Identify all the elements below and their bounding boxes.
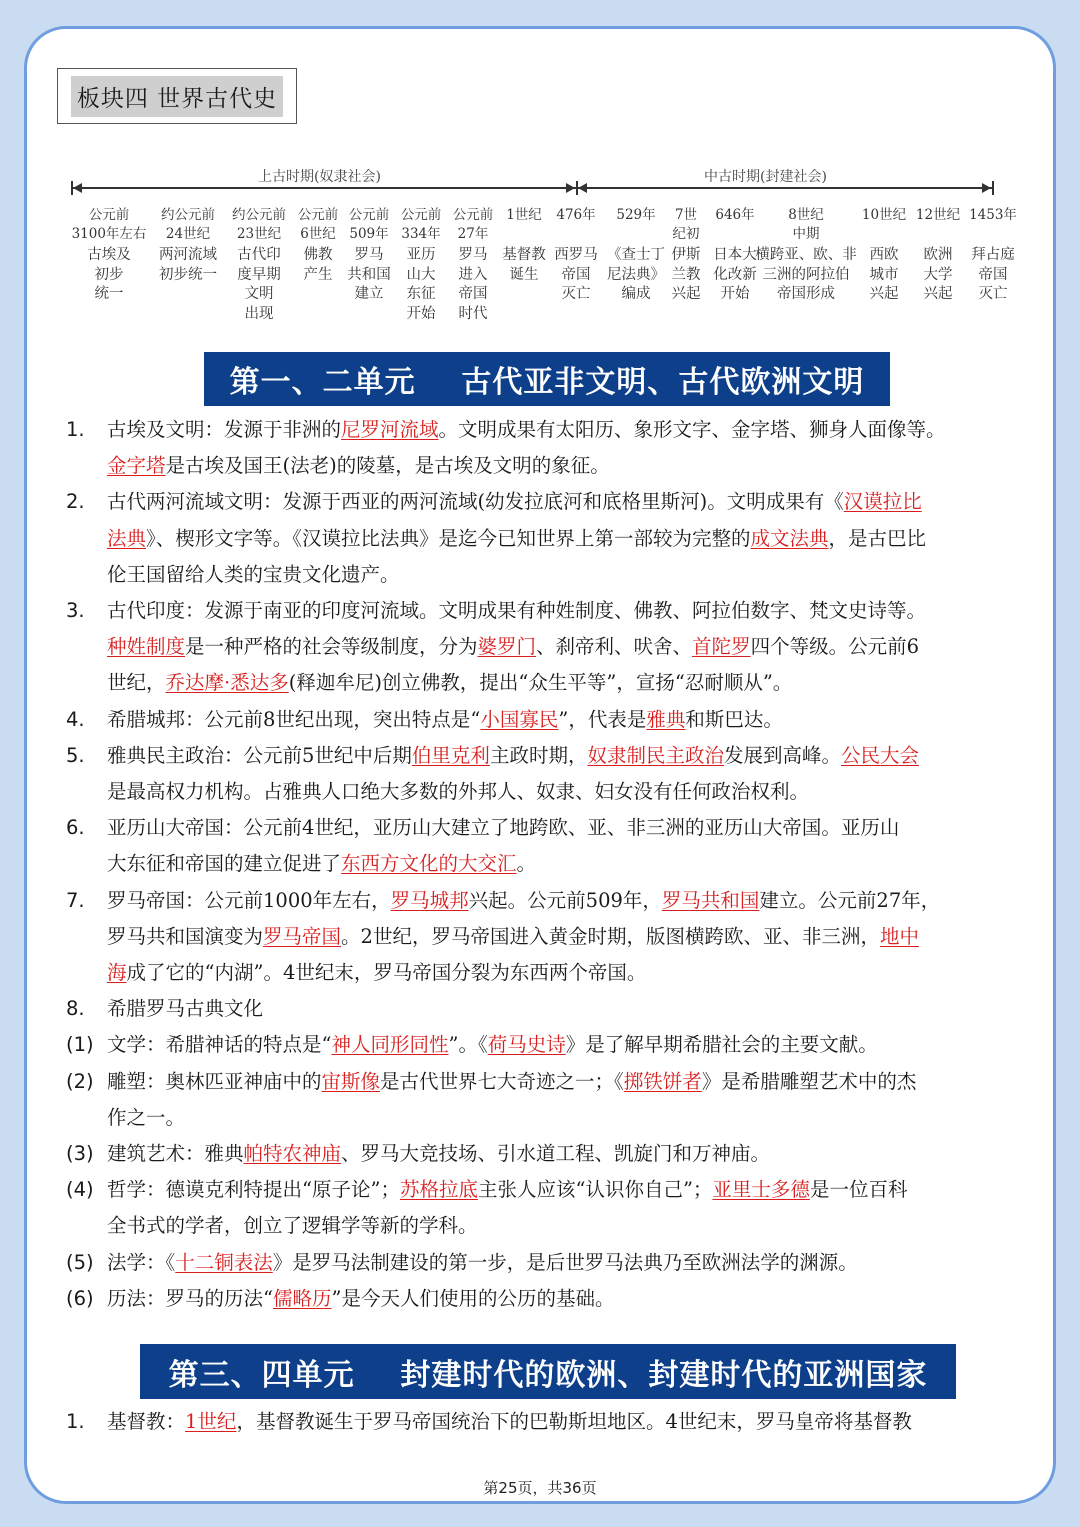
key-term: 小国寡民 [480, 707, 559, 731]
paragraph-line [107, 743, 919, 769]
key-term: 亚里士多德 [712, 1178, 810, 1202]
text-run: 亚历山大帝国：公元前4世纪，亚历山大建立了地跨欧、亚、非三洲的亚历山大帝国。亚历山 [107, 816, 900, 840]
key-term: 宙斯像 [321, 1069, 381, 1093]
paragraph-line [107, 453, 610, 479]
timeline-axis [72, 187, 992, 189]
text-run: 作之一。 [107, 1105, 186, 1129]
text-run: 。文明成果有太阳历、象形文字、金字塔、狮身人面像等。 [438, 418, 946, 441]
timeline-date-line2: 3100年左右 [71, 226, 147, 242]
timeline-event-line: 诞生 [509, 266, 539, 283]
timeline-event-line: 灭亡 [561, 286, 591, 302]
timeline-period-ancient: 上古时期(奴隶社会) [258, 169, 381, 185]
text-run: 。2世纪，罗马帝国进入黄金时期，版图横跨欧、亚、非三洲， [341, 924, 880, 948]
text-run: 》、楔形文字等。《汉谟拉比法典》是迄今已知世界上第一部较为完整的 [146, 526, 751, 550]
item-number: 7. [66, 888, 85, 912]
text-run: 伦王国留给人类的宝贵文化遗产。 [107, 562, 400, 586]
timeline-event-line: 帝国 [458, 286, 488, 302]
timeline-event-line: 《查士丁 [607, 247, 665, 263]
key-term: 地中 [879, 924, 919, 948]
paragraph-line [107, 1141, 770, 1167]
timeline-date-line1: 公元前 [400, 207, 442, 223]
timeline-event-line: 开始 [406, 305, 436, 322]
timeline-date-line2: 纪初 [672, 226, 700, 242]
text-run: 是最高权力机构。占雅典人口绝大多数的外邦人、奴隶、妇女没有任何政治权利。 [107, 780, 810, 803]
timeline-event-line: 编成 [621, 286, 651, 302]
timeline-event-line: 灭亡 [978, 286, 1008, 302]
item-number: (6) [66, 1286, 94, 1310]
timeline-date-line1: 8世纪 [788, 207, 824, 223]
timeline-date-line1: 646年 [715, 207, 755, 223]
text-run: 发展到高峰。 [723, 743, 841, 767]
timeline-event [71, 246, 147, 305]
timeline-event-line: 古代印 [237, 247, 281, 263]
timeline-event-line: 统一 [94, 286, 124, 302]
key-term: 公民大会 [840, 743, 919, 767]
timeline-date [948, 206, 1038, 225]
key-term: 神人同形同性 [331, 1033, 449, 1057]
section-banner-units-3-4: 第三、四单元 封建时代的欧洲、封建时代的亚洲国家 [140, 1344, 956, 1399]
timeline-event-line: 进入 [458, 266, 488, 283]
paragraph-line [107, 489, 922, 515]
timeline-event-line: 化改新 [713, 266, 757, 283]
key-term: 金字塔 [107, 454, 166, 478]
paragraph-line [107, 1250, 858, 1276]
text-run: ，基督教诞生于罗马帝国统治下的巴勒斯坦地区。4世纪末，罗马皇帝将基督教 [236, 1410, 912, 1433]
timeline-event-line: 文明 [244, 286, 274, 302]
timeline-event-line: 产生 [303, 266, 333, 283]
text-run: 、刹帝利、吠舍、 [536, 635, 693, 659]
timeline-date [761, 206, 851, 244]
text-run: 基督教： [107, 1410, 186, 1433]
key-term: 汉谟拉比 [843, 490, 922, 514]
arrow-right-icon [982, 183, 991, 193]
text-run: 历法：罗马的历法“ [107, 1286, 273, 1310]
timeline-date-line2: 23世纪 [236, 226, 282, 242]
timeline-event-line: 三洲的阿拉伯 [762, 266, 850, 283]
timeline-event-line: 城市 [869, 266, 899, 283]
timeline-event-line: 尼法典》 [607, 266, 665, 283]
item-number: (1) [66, 1033, 94, 1057]
text-run: 》是罗马法制建设的第一步，是后世罗马法典乃至欧洲法学的渊源。 [272, 1250, 858, 1274]
arrow-left-icon [73, 183, 82, 193]
timeline-event-line: 山大 [406, 266, 436, 283]
text-run: 古代印度：发源于南亚的印度河流域。文明成果有种姓制度、佛教、阿拉伯数字、梵文史诗等。 [107, 599, 927, 622]
paragraph-line [107, 1409, 912, 1435]
key-term: 法典 [107, 526, 147, 550]
arrow-right-icon [566, 183, 575, 193]
paragraph-line [107, 562, 400, 588]
key-term: 罗马帝国 [263, 924, 342, 948]
timeline-event-line: 欧洲 [923, 247, 953, 263]
key-term: 种姓制度 [107, 635, 186, 659]
timeline-event-line: 大学 [923, 266, 953, 283]
timeline-event [150, 246, 226, 285]
text-run: 成了它的“内湖”。4世纪末，罗马帝国分裂为东西两个帝国。 [126, 961, 647, 984]
paragraph-line [107, 815, 899, 841]
key-term: 荷马史诗 [487, 1033, 566, 1057]
key-term: 罗马共和国 [661, 888, 760, 912]
timeline-event-line: 开始 [720, 286, 750, 302]
timeline-date-line1: 约公元前 [161, 207, 215, 223]
text-run: 文学：希腊神话的特点是“ [107, 1033, 332, 1057]
timeline-event-line: 共和国 [347, 266, 391, 283]
timeline-date-line1: 529年 [616, 207, 656, 223]
page-footer: 第25页，共36页 [483, 1479, 597, 1497]
item-number: 3. [66, 599, 85, 622]
timeline-event [955, 246, 1031, 305]
key-term: 帕特农神庙 [243, 1142, 342, 1165]
key-term: 奴隶制民主政治 [587, 743, 724, 767]
key-term: 尼罗河流域 [341, 418, 439, 441]
key-term: 苏格拉底 [399, 1178, 478, 1202]
timeline-event-line: 兰教 [671, 266, 701, 283]
timeline-date-line2: 334年 [401, 226, 441, 242]
item-number: 1. [66, 418, 85, 441]
text-run: 世纪， [107, 671, 166, 695]
item-number: (3) [66, 1142, 94, 1165]
text-run: 雕塑：奥林匹亚神庙中的 [107, 1069, 322, 1093]
paragraph-line [107, 851, 536, 877]
timeline-event-line: 西欧 [869, 247, 899, 263]
paragraph-line [107, 1177, 907, 1203]
paragraph-line [107, 1105, 185, 1131]
timeline-date-line1: 12世纪 [915, 207, 961, 223]
timeline-event-line: 横跨亚、欧、非 [755, 247, 857, 263]
paragraph-line [107, 1213, 478, 1239]
key-term: 儒略历 [272, 1286, 332, 1310]
text-run: 兴起。公元前509年， [468, 888, 662, 912]
text-run: 古代两河流域文明：发源于西亚的两河流域(幼发拉底河和底格里斯河)。文明成果有《 [107, 490, 844, 514]
text-run: 是古埃及国王(法老)的陵墓，是古埃及文明的象征。 [165, 454, 610, 478]
timeline-event-line: 初步统一 [159, 266, 217, 283]
text-run: (释迦牟尼)创立佛教，提出“众生平等”，宣扬“忍耐顺从”。 [288, 671, 793, 695]
timeline-event-line: 度早期 [237, 266, 281, 283]
timeline-event [751, 246, 861, 305]
timeline-date-line1: 476年 [556, 207, 596, 223]
item-number: 1. [66, 1410, 85, 1433]
text-run: 法学：《 [107, 1250, 176, 1274]
timeline-event-line: 伊斯 [671, 247, 701, 263]
timeline-event-line: 亚历 [406, 247, 436, 263]
text-run: 建立。公元前27年， [759, 888, 941, 912]
timeline-event-line: 拜占庭 [971, 247, 1015, 263]
timeline-date-line2: 509年 [349, 226, 389, 242]
timeline-event-line: 西罗马 [554, 247, 598, 263]
timeline-date [64, 206, 154, 244]
text-run: 。 [516, 852, 537, 876]
paragraph-line [107, 1032, 878, 1058]
text-run: 、罗马大竞技场、引水道工程、凯旋门和万神庙。 [341, 1142, 771, 1165]
text-run: 》是希腊雕塑艺术中的杰 [701, 1069, 917, 1093]
timeline-event-line: 罗马 [354, 247, 384, 263]
key-term: 成文法典 [750, 526, 829, 550]
timeline-event-line: 建立 [354, 286, 384, 302]
text-run: 全书式的学者，创立了逻辑学等新的学科。 [107, 1214, 478, 1238]
text-run: 哲学：德谟克利特提出“原子论”； [107, 1178, 400, 1202]
text-run: 主张人应该“认识你自己”； [477, 1178, 713, 1202]
timeline-event-line: 帝国 [561, 266, 591, 283]
text-run: 古埃及文明：发源于非洲的 [107, 418, 342, 441]
section-banner-units-1-2: 第一、二单元 古代亚非文明、古代欧洲文明 [204, 352, 890, 406]
paragraph-line [107, 598, 926, 624]
timeline-event-line: 两河流域 [159, 247, 217, 263]
key-term: 首陀罗 [692, 635, 751, 659]
key-term: 罗马城邦 [390, 888, 469, 912]
timeline-date-line2: 中期 [792, 226, 820, 242]
text-run: 罗马帝国：公元前1000年左右， [107, 888, 391, 912]
text-run: 是一种严格的社会等级制度，分为 [185, 635, 478, 659]
key-term: 十二铜表法 [175, 1250, 273, 1274]
item-number: 6. [66, 816, 85, 840]
paragraph-line [107, 996, 263, 1022]
timeline-tick-end [992, 181, 994, 195]
paragraph-line [107, 924, 919, 950]
key-term: 伯里克利 [411, 743, 490, 767]
key-term: 1世纪 [185, 1410, 237, 1433]
timeline-event-line: 出现 [244, 305, 274, 322]
timeline-date-line1: 公元前 [348, 207, 390, 223]
timeline-event-line: 兴起 [923, 286, 953, 302]
block-title: 板块四 世界古代史 [71, 76, 283, 117]
paragraph-line [107, 634, 919, 660]
item-number: 5. [66, 743, 85, 767]
text-run: 大东征和帝国的建立促进了 [107, 852, 342, 876]
text-run: 建筑艺术：雅典 [107, 1142, 244, 1165]
key-term: 雅典 [646, 707, 686, 731]
text-run: 和斯巴达。 [685, 707, 783, 731]
timeline-event-line: 日本大 [713, 247, 757, 263]
paragraph-line [107, 707, 783, 733]
timeline-date-line1: 公元前 [88, 207, 130, 223]
timeline-date-line1: 公元前 [297, 207, 339, 223]
timeline-event-line: 时代 [458, 305, 488, 322]
text-run: 雅典民主政治：公元前5世纪中后期 [107, 743, 412, 767]
timeline-date-line1: 约公元前 [232, 207, 286, 223]
item-number: (2) [66, 1069, 94, 1093]
item-number: 2. [66, 490, 85, 514]
paragraph-line [107, 888, 940, 914]
timeline-date-line1: 1453年 [969, 207, 1017, 223]
key-term: 东西方文化的大交汇 [341, 852, 517, 876]
paragraph-line [107, 960, 646, 986]
paragraph-line [107, 1069, 916, 1095]
item-number: 8. [66, 997, 85, 1021]
text-run: ”。《 [448, 1033, 488, 1057]
item-number: 4. [66, 707, 85, 731]
text-run: ”是今天人们使用的公历的基础。 [331, 1286, 615, 1310]
timeline-event-line: 兴起 [869, 286, 899, 302]
text-run: 主政时期， [489, 743, 588, 767]
timeline-period-medieval: 中古时期(封建社会) [704, 169, 827, 185]
text-run: 希腊罗马古典文化 [107, 997, 264, 1021]
text-run: 四个等级。公元前6 [750, 635, 919, 659]
timeline-event-line: 罗马 [458, 247, 488, 263]
text-run: 是一位百科 [809, 1178, 908, 1202]
text-run: 罗马共和国演变为 [107, 924, 264, 948]
timeline-date-line2: 24世纪 [165, 226, 211, 242]
timeline-event-line: 佛教 [303, 247, 333, 263]
paragraph-line [107, 1286, 614, 1312]
timeline-event-line: 兴起 [671, 286, 701, 302]
arrow-left-icon [578, 183, 587, 193]
key-term: 海 [107, 961, 127, 984]
item-number: (4) [66, 1178, 94, 1202]
text-run: ，是古巴比 [828, 526, 927, 550]
paragraph-line [107, 526, 926, 552]
key-term: 掷铁饼者 [623, 1069, 702, 1093]
paragraph-line [107, 670, 792, 696]
text-run: ”，代表是 [558, 707, 647, 731]
timeline-date-line2: 6世纪 [300, 226, 336, 242]
key-term: 乔达摩·悉达多 [165, 671, 289, 695]
key-term: 婆罗门 [477, 635, 537, 659]
timeline-date-line2: 27年 [457, 226, 489, 242]
timeline-date-line1: 7世 [674, 207, 698, 223]
item-number: (5) [66, 1250, 94, 1274]
timeline-date-line1: 公元前 [452, 207, 494, 223]
timeline-date-line1: 10世纪 [861, 207, 907, 223]
timeline-event-line: 帝国形成 [777, 286, 835, 302]
timeline-event-line: 基督教 [502, 247, 546, 263]
paragraph-line [107, 417, 946, 443]
text-run: 希腊城邦：公元前8世纪出现，突出特点是“ [107, 707, 481, 731]
timeline-event-line: 古埃及 [87, 247, 131, 263]
text-run: 》是了解早期希腊社会的主要文献。 [565, 1033, 878, 1057]
text-run: 是古代世界七大奇迹之一；《 [380, 1069, 624, 1093]
paragraph-line [107, 779, 809, 805]
timeline-event-line: 初步 [94, 266, 124, 283]
block-title-box [57, 68, 297, 124]
timeline-event-line: 东征 [406, 286, 436, 302]
timeline-event-line: 帝国 [978, 266, 1008, 283]
timeline-date-line1: 1世纪 [506, 207, 542, 223]
